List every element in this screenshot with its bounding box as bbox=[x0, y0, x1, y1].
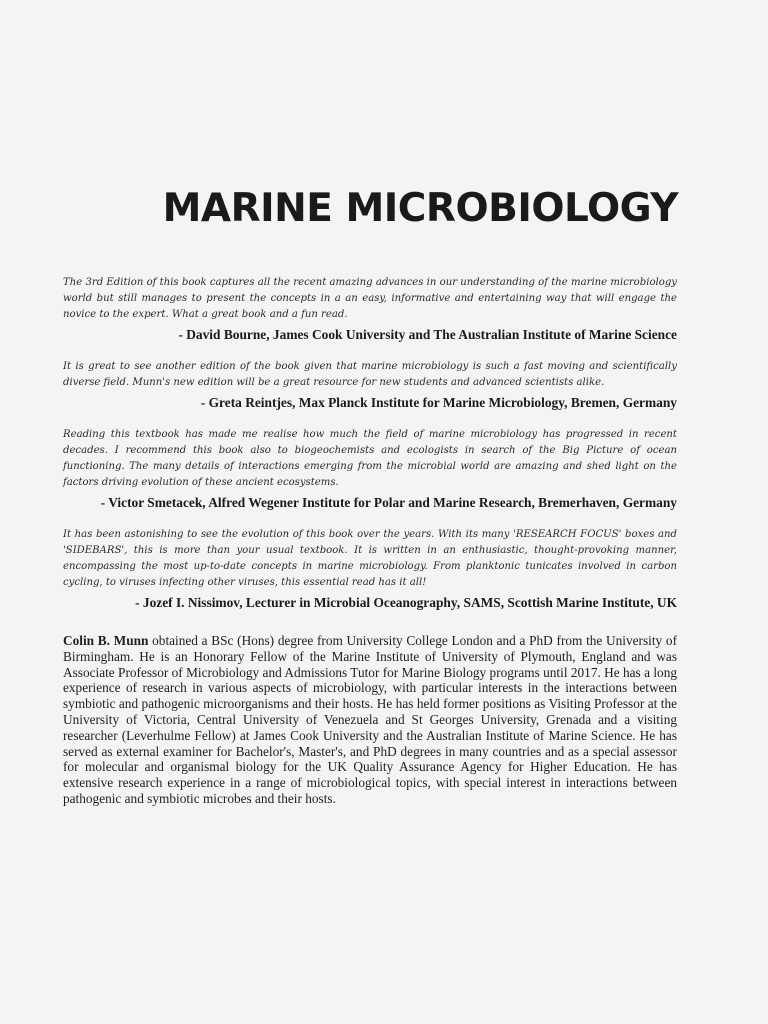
cover-content bbox=[63, 275, 677, 807]
endorsement-attribution: - Jozef I. Nissimov, Lecturer in Microbial Oceanography, SAMS, Scottish Marine Institute, UK bbox=[135, 595, 677, 610]
author-bio bbox=[63, 633, 677, 807]
endorsement-quote: It has been astonishing to see the evolution of this book over the years. With its many 'RESEARCH FOCUS' boxes and 'SIDEBARS', this is more than your usual textbook. It is written in an enthusiastic, thought-provoking manner, encompassing the most up-to-date concepts in marine microbiology. From planktonic tunicates involved in carbon cycling, to viruses infecting other viruses, this essential read has it all! bbox=[63, 529, 677, 588]
endorsement-quote: It is great to see another edition of the book given that marine microbiology is such a fast moving and scientifically diverse field. Munn's new edition will be a great resource for new students and advanced scientists alike. bbox=[63, 361, 677, 388]
endorsement-quote: Reading this textbook has made me realise how much the field of marine microbiology has progressed in recent decades. I recommend this book also to biogeochemists and ecologists in search of the Big Picture of ocean functioning. The many details of interactions emerging from the microbial world are amazing and shed light on the factors driving evolution of these ancient ecosystems. bbox=[63, 429, 677, 488]
author-name: Colin B. Munn bbox=[63, 633, 149, 648]
endorsement bbox=[63, 359, 677, 413]
book-title: MARINE MICROBIOLOGY bbox=[162, 186, 678, 231]
author-bio-text: obtained a BSc (Hons) degree from University College London and a PhD from the University of Birmingham. He is an Honorary Fellow of the Marine Institute of University of Plymouth, England and was Associate Professor of Microbiology and Admissions Tutor for Marine Biology programs until 2017. He has a long experience of research in various aspects of microbiology, with particular interests in the interactions between symbiotic and pathogenic microorganisms and their hosts. He has held former positions as Visiting Professor at the University of Victoria, Central University of Venezuela and St Georges University, Grenada and a visiting researcher (Leverhulme Fellow) at James Cook University and the Australian Institute of Marine Science. He has served as external examiner for Bachelor's, Master's, and PhD degrees in many countries and as a special assessor for molecular and organismal biology for the UK Quality Assurance Agency for Higher Education. He has extensive research experience in a range of microbiological topics, with special interest in interactions between pathogenic and symbiotic microbes and their hosts. bbox=[63, 633, 677, 806]
endorsement bbox=[63, 427, 677, 513]
endorsement-attribution: - Victor Smetacek, Alfred Wegener Institute for Polar and Marine Research, Bremerhaven, Germany bbox=[100, 495, 677, 510]
endorsement-attribution: - Greta Reintjes, Max Planck Institute for Marine Microbiology, Bremen, Germany bbox=[200, 395, 677, 410]
endorsement-attribution: - David Bourne, James Cook University and The Australian Institute of Marine Science bbox=[178, 327, 677, 342]
endorsement-quote: The 3rd Edition of this book captures all the recent amazing advances in our understanding of the marine microbiology world but still manages to present the concepts in a an easy, informative and entertaining way that will engage the novice to the expert. What a great book and a fun read. bbox=[63, 277, 677, 320]
endorsement bbox=[63, 527, 677, 613]
endorsement bbox=[63, 275, 677, 345]
